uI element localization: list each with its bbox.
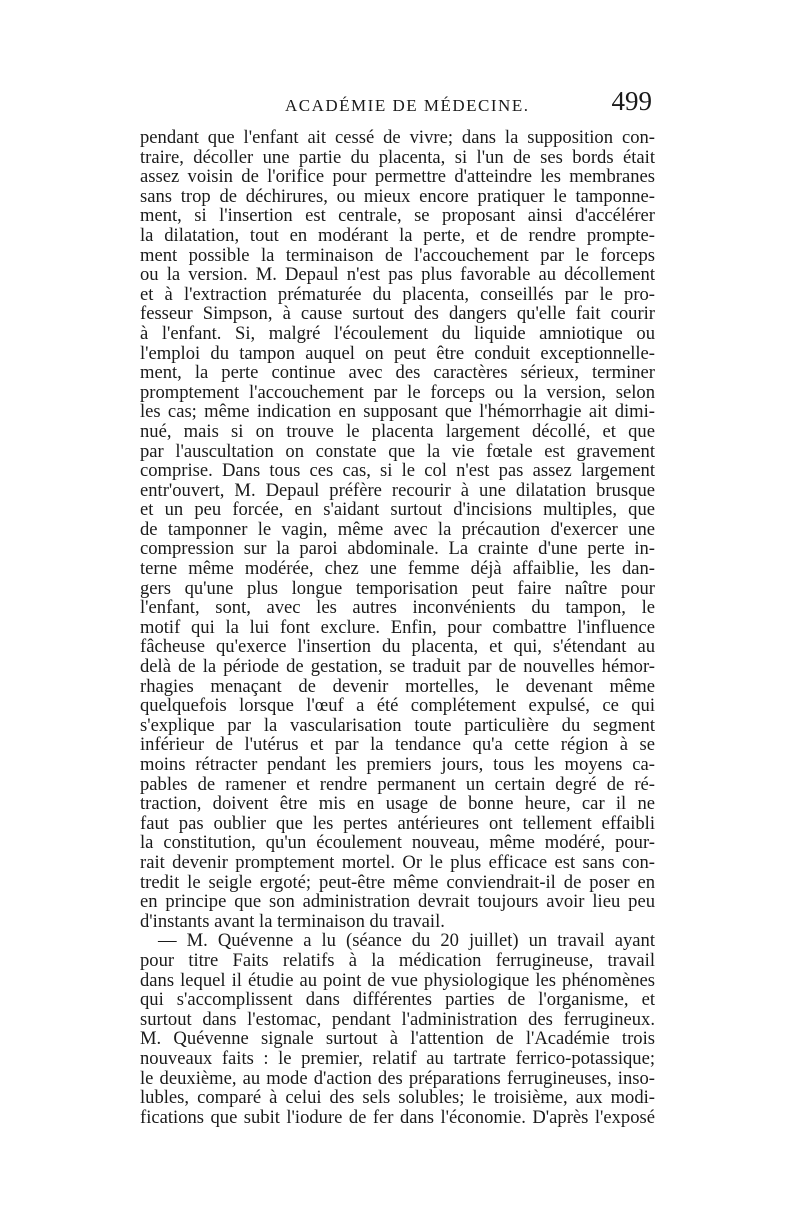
- text-line: compression sur la paroi abdominale. La crainte d'une perte in-: [140, 538, 655, 560]
- running-head: [140, 86, 660, 126]
- text-line: rhagies menaçant de devenir mortelles, le devenant même: [140, 675, 655, 697]
- text-line: le deuxième, au mode d'action des préparations ferrugineuses, inso-: [140, 1067, 655, 1089]
- text-line: comprise. Dans tous ces cas, si le col n'est pas assez largement: [140, 460, 655, 482]
- text-line: inférieur de l'utérus et par la tendance qu'a cette région à se: [140, 734, 655, 756]
- text-line: la constitution, qu'un écoulement nouveau, même modéré, pour-: [140, 832, 655, 854]
- text-line: fications que subit l'iodure de fer dans l'économie. D'après l'exposé: [140, 1106, 655, 1128]
- text-line: terne même modérée, chez une femme déjà affaiblie, les dan-: [140, 558, 655, 580]
- text-line: pables de ramener et rendre permanent un certain degré de ré-: [140, 773, 655, 795]
- text-line: surtout dans l'estomac, pendant l'administration des ferrugineux.: [140, 1008, 655, 1030]
- text-line: et à l'extraction prématurée du placenta, conseillés par le pro-: [140, 283, 655, 305]
- text-line: promptement l'accouchement par le forceps ou la version, selon: [140, 381, 655, 403]
- text-line: par l'auscultation on constate que la vie fœtale est gravement: [140, 440, 655, 462]
- text-line: ment, la perte continue avec des caractères sérieux, terminer: [140, 362, 655, 384]
- text-line: dans lequel il étudie au point de vue physiologique les phénomènes: [140, 969, 655, 991]
- text-line: traire, décoller une partie du placenta, si l'un de ses bords était: [140, 146, 655, 168]
- text-line: fâcheuse qu'exerce l'insertion du placenta, et qui, s'étendant au: [140, 636, 655, 658]
- text-line: l'emploi du tampon auquel on peut être conduit exceptionnelle-: [140, 342, 655, 364]
- text-line: fesseur Simpson, à cause surtout des dangers qu'elle fait courir: [140, 303, 655, 325]
- body-text: [140, 128, 655, 1127]
- text-line: ou la version. M. Depaul n'est pas plus favorable au décollement: [140, 264, 655, 286]
- text-line: nué, mais si on trouve le placenta largement décollé, et que: [140, 420, 655, 442]
- text-line: — M. Quévenne a lu (séance du 20 juillet) un travail ayant: [158, 930, 655, 952]
- text-line: faut pas oublier que les pertes antérieures ont tellement effaibli: [140, 812, 655, 834]
- text-line: à l'enfant. Si, malgré l'écoulement du liquide amniotique ou: [140, 322, 655, 344]
- text-line: moins rétracter pendant les premiers jours, tous les moyens ca-: [140, 754, 655, 775]
- text-line: d'instants avant la terminaison du travail.: [140, 910, 445, 932]
- text-line: en principe que son administration devrait toujours avoir lieu peu: [140, 891, 655, 913]
- text-line: qui s'accomplissent dans différentes parties de l'organisme, et: [140, 989, 655, 1011]
- text-line: tredit le seigle ergoté; peut-être même conviendrait-il de poser en: [140, 871, 655, 893]
- text-line: lubles, comparé à celui des sels solubles; le troisième, aux modi-: [140, 1087, 655, 1109]
- text-line: s'explique par la vascularisation toute particulière du segment: [140, 714, 655, 736]
- page-number: 499: [611, 86, 652, 116]
- text-line: traction, doivent être mis en usage de bonne heure, car il ne: [140, 793, 655, 815]
- text-line: et un peu forcée, en s'aidant surtout d'incisions multiples, que: [140, 499, 655, 521]
- text-line: rait devenir promptement mortel. Or le plus efficace est sans con-: [140, 851, 655, 873]
- running-title: ACADÉMIE DE MÉDECINE.: [285, 96, 530, 115]
- text-line: motif qui la lui font exclure. Enfin, pour combattre l'influence: [140, 616, 655, 638]
- text-line: de tamponner le vagin, même avec la précaution d'exercer une: [140, 518, 655, 540]
- text-line: M. Quévenne signale surtout à l'attention de l'Académie trois: [140, 1028, 655, 1050]
- text-line: entr'ouvert, M. Depaul préfère recourir à une dilatation brusque: [140, 479, 655, 501]
- text-line: assez voisin de l'orifice pour permettre d'atteindre les membranes: [140, 166, 655, 188]
- text-line: la dilatation, tout en modérant la perte, et de rendre prompte-: [140, 224, 655, 246]
- text-line: pendant que l'enfant ait cessé de vivre; dans la supposition con-: [140, 127, 655, 148]
- text-line: delà de la période de gestation, se traduit par de nouvelles hémor-: [140, 656, 655, 678]
- text-line: ment, si l'insertion est centrale, se proposant ainsi d'accélérer: [140, 205, 655, 227]
- text-line: nouveaux faits : le premier, relatif au tartrate ferrico-potassique;: [140, 1047, 655, 1069]
- text-line: ment possible la terminaison de l'accouchement par le forceps: [140, 244, 655, 266]
- text-line: l'enfant, sont, avec les autres inconvénients du tampon, le: [140, 597, 655, 619]
- text-line: gers qu'une plus longue temporisation peut faire naître pour: [140, 577, 655, 599]
- text-line: sans trop de déchirures, ou mieux encore pratiquer le tamponne-: [140, 185, 655, 207]
- text-line: pour titre Faits relatifs à la médication ferrugineuse, travail: [140, 949, 655, 971]
- text-line: quelquefois lorsque l'œuf a été complétement expulsé, ce qui: [140, 695, 655, 717]
- text-line: les cas; même indication en supposant que l'hémorrhagie ait dimi-: [140, 401, 655, 423]
